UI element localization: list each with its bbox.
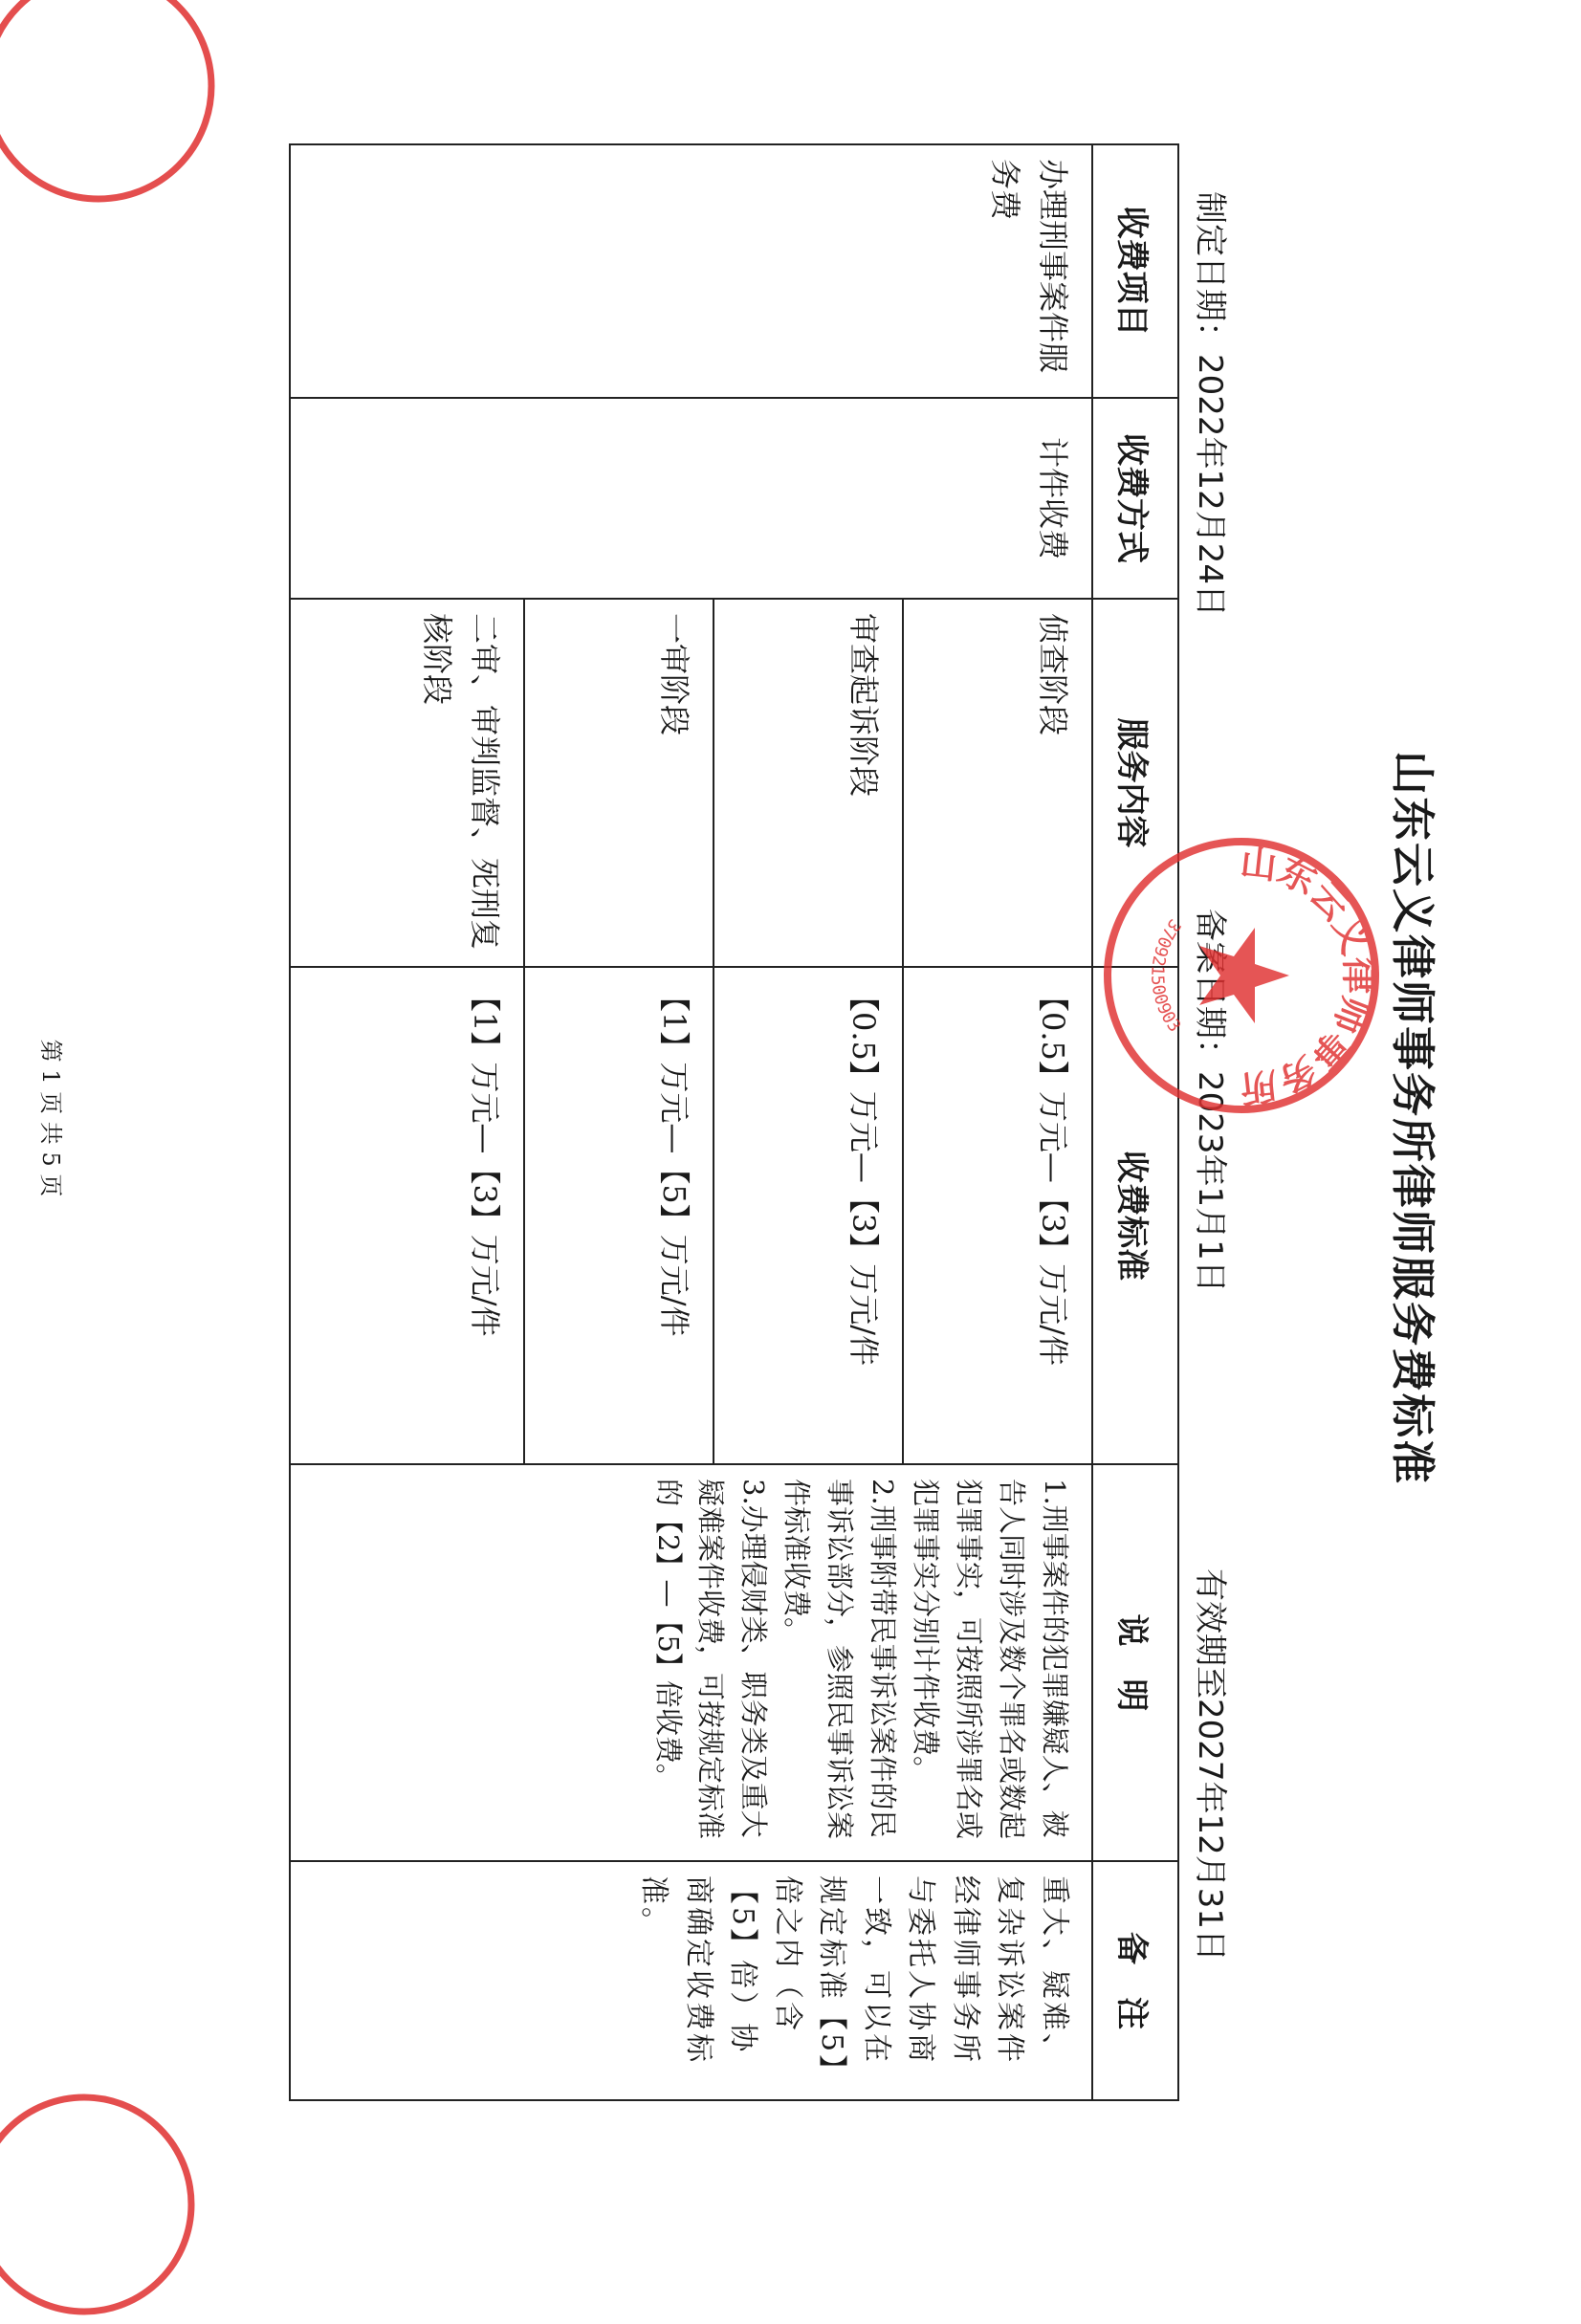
seal-star-icon [1199, 928, 1289, 1023]
service-cell: 一审阶段 [524, 599, 714, 967]
explanation-item: 3.办理侵财类、职务类及重大疑难案件收费，可按规定标准的【2】—【5】倍收费。 [651, 1479, 771, 1840]
header-explanation: 说 明 [1092, 1464, 1178, 1861]
valid-until-date: 有效期至2027年12月31日 [1191, 1568, 1229, 1962]
fee-standard-table [289, 143, 1179, 2101]
header-fee-standard: 收费标准 [1092, 967, 1178, 1464]
document-title: 山东云义律师事务所律师服务费标准 [1387, 751, 1438, 1485]
filed-date: 备案日期：2023年1月1日 [1191, 909, 1229, 1293]
table-header-row [1092, 144, 1178, 2100]
standard-cell: 【1】万元—【3】万元/件 [290, 967, 524, 1464]
standard-cell: 【0.5】万元—【3】万元/件 [714, 967, 903, 1464]
official-seal-stamp [1098, 832, 1385, 1119]
standard-cell: 【1】万元—【5】万元/件 [524, 967, 714, 1464]
partial-seal-stamp [0, 2085, 204, 2324]
seal-top-text: 山东云义律师事务所 [1238, 841, 1380, 1110]
header-fee-item: 收费项目 [1092, 144, 1178, 398]
service-cell: 审查起诉阶段 [714, 599, 903, 967]
service-cell: 二审、审判监督、死刑复核阶段 [290, 599, 524, 967]
explanation-item: 2.刑事附带民事诉讼案件的民事诉讼部分，参照民事诉讼案件标准收费。 [780, 1479, 900, 1840]
header-remark: 备 注 [1092, 1861, 1178, 2100]
header-fee-method: 收费方式 [1092, 398, 1178, 599]
service-cell: 侦查阶段 [903, 599, 1092, 967]
standard-cell: 【0.5】万元—【3】万元/件 [903, 967, 1092, 1464]
header-service-content: 服务内容 [1092, 599, 1178, 967]
remark-cell: 重大、疑难、复杂诉讼案件经律师事务所与委托人协商一致，可以在规定标准【5】倍之内（含【5】倍）协商确定收费标准。 [290, 1861, 1092, 2100]
partial-seal-stamp [0, 0, 223, 210]
page-footer: 第 1 页 共 5 页 [37, 1039, 64, 1197]
fee-method-cell: 计件收费 [290, 398, 1092, 599]
explanation-item: 1.刑事案件的犯罪嫌疑人、被告人同时涉及数个罪名或数起犯罪事实，可按照所涉罪名或犯罪事实分别计件收费。 [910, 1479, 1071, 1840]
seal-number-text: 370921500903 [1147, 914, 1185, 1037]
enacted-date: 制定日期：2022年12月24日 [1191, 191, 1229, 618]
fee-item-cell: 办理刑事案件服务费 [290, 144, 1092, 398]
table-row [903, 144, 1092, 2100]
explanation-cell [290, 1464, 1092, 1861]
